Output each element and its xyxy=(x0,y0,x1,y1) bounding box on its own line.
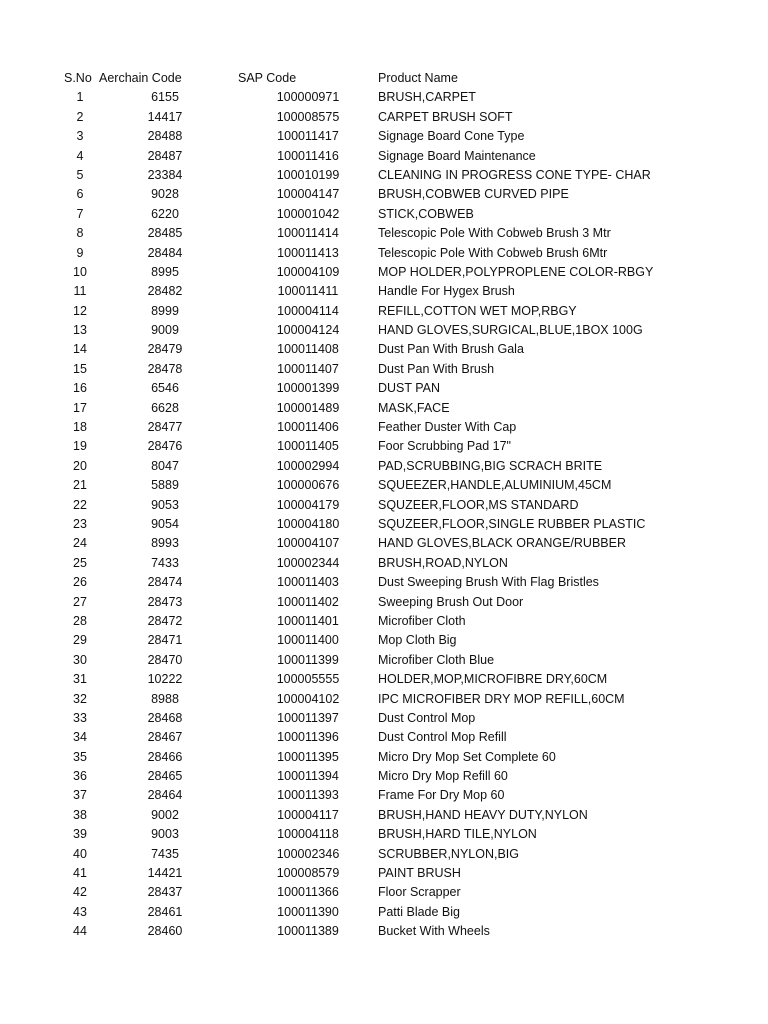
table-row xyxy=(0,399,768,418)
cell-product-name: SQUZEER,FLOOR,SINGLE RUBBER PLASTIC xyxy=(378,516,646,531)
table-row xyxy=(0,690,768,709)
cell-sno: 21 xyxy=(73,478,87,493)
cell-sno: 3 xyxy=(76,129,84,144)
cell-product-name: STICK,COBWEB xyxy=(378,206,474,221)
cell-aerchain-code: 28461 xyxy=(147,904,183,919)
cell-product-name: BRUSH,HAND HEAVY DUTY,NYLON xyxy=(378,807,588,822)
cell-aerchain-code: 28484 xyxy=(147,245,183,260)
cell-aerchain-code: 9054 xyxy=(151,516,179,531)
cell-aerchain-code: 14417 xyxy=(147,109,183,124)
cell-aerchain-code: 28476 xyxy=(147,439,183,454)
cell-product-name: HAND GLOVES,BLACK ORANGE/RUBBER xyxy=(378,536,626,551)
cell-sno: 32 xyxy=(73,691,87,706)
cell-aerchain-code: 8995 xyxy=(151,264,179,279)
cell-sap-code: 100004107 xyxy=(276,536,340,551)
cell-product-name: Micro Dry Mop Refill 60 xyxy=(378,769,508,784)
cell-sno: 18 xyxy=(73,420,87,435)
cell-sap-code: 100004118 xyxy=(277,827,339,842)
cell-sap-code: 100011401 xyxy=(277,613,339,628)
cell-aerchain-code: 28464 xyxy=(147,788,183,803)
cell-sap-code: 100011407 xyxy=(277,361,339,376)
cell-sno: 14 xyxy=(73,342,87,357)
cell-sno: 13 xyxy=(73,323,87,338)
product-table xyxy=(0,69,768,942)
cell-sno: 22 xyxy=(73,497,87,512)
cell-sno: 26 xyxy=(73,575,87,590)
cell-sap-code: 100011397 xyxy=(277,710,339,725)
cell-product-name: CLEANING IN PROGRESS CONE TYPE- CHAR xyxy=(378,167,651,182)
cell-product-name: Dust Control Mop Refill xyxy=(378,730,507,745)
cell-sno: 19 xyxy=(73,439,87,454)
cell-aerchain-code: 28474 xyxy=(147,575,183,590)
table-row xyxy=(0,631,768,650)
table-row xyxy=(0,457,768,476)
cell-sno: 39 xyxy=(73,827,87,842)
table-row xyxy=(0,651,768,670)
cell-product-name: Micro Dry Mop Set Complete 60 xyxy=(378,749,556,764)
cell-sap-code: 100001399 xyxy=(276,381,340,396)
cell-aerchain-code: 28468 xyxy=(147,710,183,725)
cell-sap-code: 100001042 xyxy=(276,206,340,221)
table-row xyxy=(0,244,768,263)
cell-aerchain-code: 28466 xyxy=(147,749,183,764)
cell-sno: 29 xyxy=(73,633,87,648)
cell-sap-code: 100008575 xyxy=(276,109,340,124)
cell-product-name: Patti Blade Big xyxy=(378,904,460,919)
table-row xyxy=(0,903,768,922)
cell-aerchain-code: 9053 xyxy=(151,497,179,512)
cell-sno: 42 xyxy=(73,885,87,900)
cell-aerchain-code: 28479 xyxy=(147,342,183,357)
table-row xyxy=(0,476,768,495)
table-row xyxy=(0,515,768,534)
table-row xyxy=(0,360,768,379)
cell-product-name: Microfiber Cloth xyxy=(378,613,466,628)
table-row xyxy=(0,922,768,941)
cell-product-name: Dust Sweeping Brush With Flag Bristles xyxy=(378,575,599,590)
table-row xyxy=(0,321,768,340)
table-row xyxy=(0,728,768,747)
cell-sap-code: 100010199 xyxy=(276,167,340,182)
cell-product-name: SQUZEER,FLOOR,MS STANDARD xyxy=(378,497,579,512)
table-row xyxy=(0,709,768,728)
cell-sno: 33 xyxy=(73,710,87,725)
cell-sno: 16 xyxy=(73,381,87,396)
cell-aerchain-code: 28471 xyxy=(147,633,183,648)
table-row xyxy=(0,127,768,146)
cell-aerchain-code: 8999 xyxy=(151,303,179,318)
cell-product-name: DUST PAN xyxy=(378,381,441,396)
cell-sno: 15 xyxy=(73,361,87,376)
table-header-row xyxy=(0,69,768,88)
cell-product-name: Foor Scrubbing Pad 17" xyxy=(378,439,511,454)
cell-aerchain-code: 28478 xyxy=(147,361,183,376)
cell-aerchain-code: 28437 xyxy=(147,885,183,900)
cell-sno: 11 xyxy=(73,284,87,299)
cell-aerchain-code: 28472 xyxy=(147,613,183,628)
cell-sap-code: 100002344 xyxy=(276,555,340,570)
cell-product-name: HAND GLOVES,SURGICAL,BLUE,1BOX 100G xyxy=(378,323,643,338)
cell-aerchain-code: 28485 xyxy=(147,226,183,241)
cell-sap-code: 100011416 xyxy=(277,148,339,163)
cell-aerchain-code: 7433 xyxy=(151,555,179,570)
cell-aerchain-code: 5889 xyxy=(151,478,179,493)
table-body xyxy=(0,88,768,941)
cell-sap-code: 100004102 xyxy=(276,691,340,706)
cell-sno: 17 xyxy=(73,400,87,415)
cell-sno: 23 xyxy=(73,516,87,531)
cell-product-name: BRUSH,HARD TILE,NYLON xyxy=(378,827,537,842)
cell-product-name: HOLDER,MOP,MICROFIBRE DRY,60CM xyxy=(378,672,608,687)
table-row xyxy=(0,185,768,204)
cell-sap-code: 100004117 xyxy=(277,807,339,822)
table-row xyxy=(0,767,768,786)
cell-product-name: Handle For Hygex Brush xyxy=(378,284,515,299)
cell-sno: 44 xyxy=(73,924,87,939)
cell-sno: 43 xyxy=(73,904,87,919)
cell-sap-code: 100005555 xyxy=(276,672,340,687)
cell-sap-code: 100011366 xyxy=(277,885,339,900)
cell-sno: 4 xyxy=(76,148,84,163)
cell-sap-code: 100011396 xyxy=(277,730,339,745)
cell-sap-code: 100008579 xyxy=(276,866,340,881)
cell-sap-code: 100004124 xyxy=(276,323,340,338)
cell-sap-code: 100011394 xyxy=(277,769,339,784)
cell-sap-code: 100011402 xyxy=(277,594,339,609)
cell-product-name: CARPET BRUSH SOFT xyxy=(378,109,513,124)
cell-sap-code: 100004109 xyxy=(276,264,340,279)
cell-product-name: Signage Board Cone Type xyxy=(378,129,525,144)
table-row xyxy=(0,806,768,825)
cell-sno: 10 xyxy=(73,264,87,279)
cell-sno: 30 xyxy=(73,652,87,667)
cell-product-name: SQUEEZER,HANDLE,ALUMINIUM,45CM xyxy=(378,478,612,493)
cell-sno: 1 xyxy=(76,90,84,105)
cell-product-name: Floor Scrapper xyxy=(378,885,461,900)
header-aerchain-code: Aerchain Code xyxy=(99,71,182,85)
cell-product-name: IPC MICROFIBER DRY MOP REFILL,60CM xyxy=(378,691,625,706)
cell-product-name: MASK,FACE xyxy=(378,400,450,415)
cell-sno: 36 xyxy=(73,769,87,784)
cell-aerchain-code: 14421 xyxy=(147,866,183,881)
cell-sap-code: 100011413 xyxy=(277,245,339,260)
cell-aerchain-code: 28465 xyxy=(147,769,183,784)
table-row xyxy=(0,670,768,689)
cell-aerchain-code: 8993 xyxy=(151,536,179,551)
cell-aerchain-code: 9003 xyxy=(151,827,179,842)
cell-product-name: REFILL,COTTON WET MOP,RBGY xyxy=(378,303,577,318)
table-row xyxy=(0,748,768,767)
cell-sap-code: 100011389 xyxy=(277,924,339,939)
cell-aerchain-code: 28467 xyxy=(147,730,183,745)
cell-sno: 2 xyxy=(76,109,84,124)
cell-product-name: PAINT BRUSH xyxy=(378,866,461,881)
table-row xyxy=(0,166,768,185)
table-row xyxy=(0,379,768,398)
header-sno: S.No xyxy=(64,71,92,85)
cell-aerchain-code: 28488 xyxy=(147,129,183,144)
cell-product-name: BRUSH,CARPET xyxy=(378,90,476,105)
cell-sno: 20 xyxy=(73,458,87,473)
cell-sap-code: 100011417 xyxy=(277,129,339,144)
cell-sno: 34 xyxy=(73,730,87,745)
cell-sap-code: 100011414 xyxy=(277,226,339,241)
cell-sap-code: 100011403 xyxy=(277,575,339,590)
cell-sno: 5 xyxy=(76,167,84,182)
cell-sno: 9 xyxy=(76,245,84,260)
cell-sap-code: 100011395 xyxy=(277,749,339,764)
cell-product-name: BRUSH,ROAD,NYLON xyxy=(378,555,508,570)
cell-product-name: SCRUBBER,NYLON,BIG xyxy=(378,846,520,861)
cell-product-name: PAD,SCRUBBING,BIG SCRACH BRITE xyxy=(378,458,603,473)
cell-aerchain-code: 8988 xyxy=(151,691,179,706)
cell-aerchain-code: 28473 xyxy=(147,594,183,609)
cell-sap-code: 100011400 xyxy=(277,633,339,648)
table-row xyxy=(0,88,768,107)
cell-product-name: Feather Duster With Cap xyxy=(378,420,517,435)
cell-product-name: Sweeping Brush Out Door xyxy=(378,594,524,609)
table-row xyxy=(0,302,768,321)
cell-aerchain-code: 9028 xyxy=(151,187,179,202)
cell-product-name: Frame For Dry Mop 60 xyxy=(378,788,505,803)
header-sap-code: SAP Code xyxy=(238,71,297,85)
table-row xyxy=(0,205,768,224)
cell-aerchain-code: 8047 xyxy=(151,458,179,473)
table-row xyxy=(0,786,768,805)
cell-sap-code: 100011406 xyxy=(277,420,339,435)
table-row xyxy=(0,263,768,282)
cell-aerchain-code: 6220 xyxy=(151,206,179,221)
cell-sno: 38 xyxy=(73,807,87,822)
cell-aerchain-code: 6628 xyxy=(151,400,179,415)
table-row xyxy=(0,534,768,553)
table-row xyxy=(0,612,768,631)
cell-product-name: Mop Cloth Big xyxy=(378,633,457,648)
cell-aerchain-code: 7435 xyxy=(151,846,179,861)
cell-aerchain-code: 9009 xyxy=(151,323,179,338)
cell-sap-code: 100000971 xyxy=(276,90,340,105)
cell-sno: 35 xyxy=(73,749,87,764)
cell-sap-code: 100004179 xyxy=(276,497,340,512)
cell-product-name: Bucket With Wheels xyxy=(378,924,490,939)
cell-product-name: Signage Board Maintenance xyxy=(378,148,536,163)
cell-sap-code: 100011390 xyxy=(277,904,339,919)
cell-sno: 28 xyxy=(73,613,87,628)
cell-sap-code: 100011393 xyxy=(277,788,339,803)
cell-product-name: Telescopic Pole With Cobweb Brush 3 Mtr xyxy=(378,226,611,241)
cell-sap-code: 100011405 xyxy=(277,439,339,454)
cell-sno: 41 xyxy=(73,866,87,881)
table-row xyxy=(0,554,768,573)
cell-sap-code: 100011399 xyxy=(277,652,339,667)
cell-aerchain-code: 28482 xyxy=(147,284,183,299)
table-row xyxy=(0,496,768,515)
cell-sap-code: 100011408 xyxy=(277,342,339,357)
cell-sno: 37 xyxy=(73,788,87,803)
cell-sap-code: 100004114 xyxy=(277,303,339,318)
table-row xyxy=(0,282,768,301)
cell-aerchain-code: 10222 xyxy=(147,672,183,687)
table-row xyxy=(0,864,768,883)
table-row xyxy=(0,825,768,844)
cell-sap-code: 100000676 xyxy=(276,478,340,493)
cell-sap-code: 100001489 xyxy=(276,400,340,415)
table-row xyxy=(0,845,768,864)
cell-aerchain-code: 23384 xyxy=(147,167,183,182)
table-row xyxy=(0,224,768,243)
cell-product-name: Microfiber Cloth Blue xyxy=(378,652,495,667)
cell-sno: 25 xyxy=(73,555,87,570)
table-row xyxy=(0,147,768,166)
cell-sno: 31 xyxy=(73,672,87,687)
table-row xyxy=(0,883,768,902)
cell-sno: 8 xyxy=(76,226,84,241)
cell-sno: 6 xyxy=(76,187,84,202)
cell-product-name: Dust Pan With Brush xyxy=(378,361,495,376)
cell-product-name: BRUSH,COBWEB CURVED PIPE xyxy=(378,187,569,202)
table-row xyxy=(0,418,768,437)
cell-aerchain-code: 28487 xyxy=(147,148,183,163)
header-product-name: Product Name xyxy=(378,71,458,85)
table-row xyxy=(0,437,768,456)
cell-aerchain-code: 6546 xyxy=(151,381,179,396)
cell-product-name: Telescopic Pole With Cobweb Brush 6Mtr xyxy=(378,245,608,260)
cell-aerchain-code: 28477 xyxy=(147,420,183,435)
cell-sap-code: 100004147 xyxy=(276,187,340,202)
cell-product-name: MOP HOLDER,POLYPROPLENE COLOR-RBGY xyxy=(378,264,654,279)
table-row xyxy=(0,340,768,359)
table-row xyxy=(0,108,768,127)
cell-sno: 40 xyxy=(73,846,87,861)
cell-sap-code: 100002994 xyxy=(276,458,340,473)
cell-product-name: Dust Pan With Brush Gala xyxy=(378,342,524,357)
table-row xyxy=(0,593,768,612)
cell-aerchain-code: 9002 xyxy=(151,807,179,822)
table-row xyxy=(0,573,768,592)
cell-aerchain-code: 28470 xyxy=(147,652,183,667)
cell-sno: 12 xyxy=(73,303,87,318)
cell-sap-code: 100011411 xyxy=(277,284,339,299)
cell-sno: 24 xyxy=(73,536,87,551)
cell-product-name: Dust Control Mop xyxy=(378,710,476,725)
cell-sap-code: 100004180 xyxy=(276,516,340,531)
cell-sap-code: 100002346 xyxy=(276,846,340,861)
cell-sno: 27 xyxy=(73,594,87,609)
cell-aerchain-code: 28460 xyxy=(147,924,183,939)
cell-sno: 7 xyxy=(76,206,84,221)
cell-aerchain-code: 6155 xyxy=(151,90,179,105)
